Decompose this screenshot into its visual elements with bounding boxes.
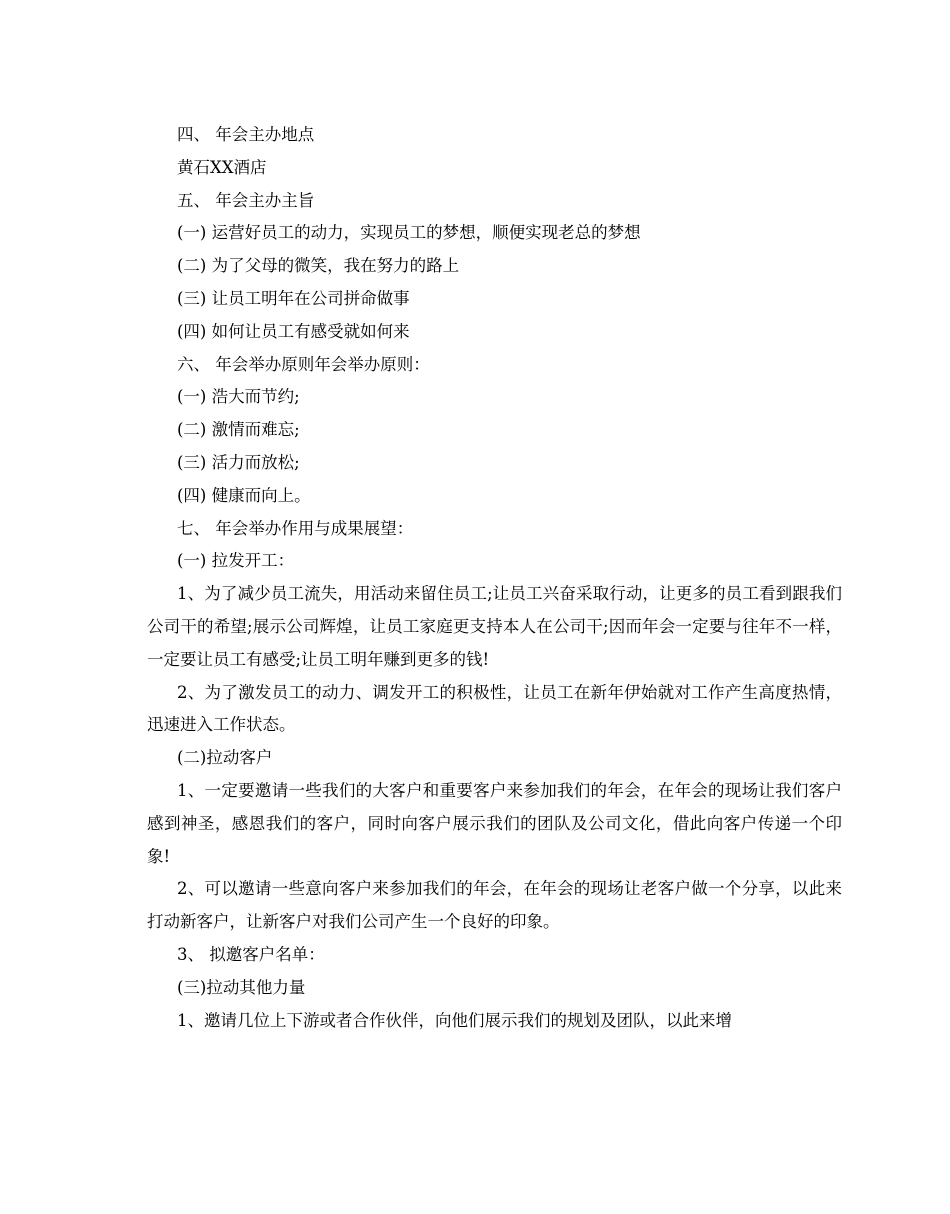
section-heading-effects: 七、 年会举办作用与成果展望： — [177, 518, 414, 538]
venue-text: 黄石XX酒店 — [177, 157, 267, 177]
paragraph-other-forces-1: 1、邀请几位上下游或者合作伙伴，向他们展示我们的规划及团队，以此来增 — [177, 1010, 732, 1030]
principle-item-1: (一) 浩大而节约; — [177, 387, 300, 407]
principle-item-3: (三) 活力而放松; — [177, 452, 300, 472]
purpose-item-2: (二) 为了父母的微笑，我在努力的路上 — [177, 256, 460, 276]
purpose-item-3: (三) 让员工明年在公司拼命做事 — [177, 288, 410, 308]
purpose-item-4: (四) 如何让员工有感受就如何来 — [177, 321, 410, 341]
document-body — [147, 119, 842, 1037]
subheading-customers: (二)拉动客户 — [177, 748, 273, 768]
subheading-kickoff: (一) 拉发开工： — [177, 551, 295, 571]
principle-item-2: (二) 激情而难忘; — [177, 420, 300, 440]
section-heading-principles: 六、 年会举办原则年会举办原则： — [177, 354, 430, 374]
principle-item-4: (四) 健康而向上。 — [177, 485, 311, 505]
section-heading-purpose: 五、 年会主办主旨 — [177, 190, 315, 210]
paragraph-kickoff-1: 1、为了减少员工流失，用活动来留住员工;让员工兴奋采取行动，让更多的员工看到跟我们公司干的希望;展示公司辉煌，让员工家庭更支持本人在公司干;因而年会一定要与往年不一样，一定要让员工有感受;让员工明年赚到更多的钱! — [147, 584, 842, 669]
paragraph-customers-2: 2、可以邀请一些意向客户来参加我们的年会，在年会的现场让老客户做一个分享，以此来打动新客户，让新客户对我们公司产生一个良好的印象。 — [147, 879, 842, 932]
paragraph-kickoff-2: 2、为了激发员工的动力、调发开工的积极性，让员工在新年伊始就对工作产生高度热情，迅速进入工作状态。 — [147, 682, 842, 735]
section-heading-venue: 四、 年会主办地点 — [177, 125, 315, 144]
customer-list-item: 3、 拟邀客户名单： — [177, 944, 325, 964]
purpose-item-1: (一) 运营好员工的动力，实现员工的梦想，顺便实现老总的梦想 — [177, 223, 641, 243]
subheading-other-forces: (三)拉动其他力量 — [177, 977, 306, 997]
paragraph-customers-1: 1、一定要邀请一些我们的大客户和重要客户来参加我们的年会，在年会的现场让我们客户感到神圣，感恩我们的客户，同时向客户展示我们的团队及公司文化，借此向客户传递一个印象! — [147, 780, 842, 866]
